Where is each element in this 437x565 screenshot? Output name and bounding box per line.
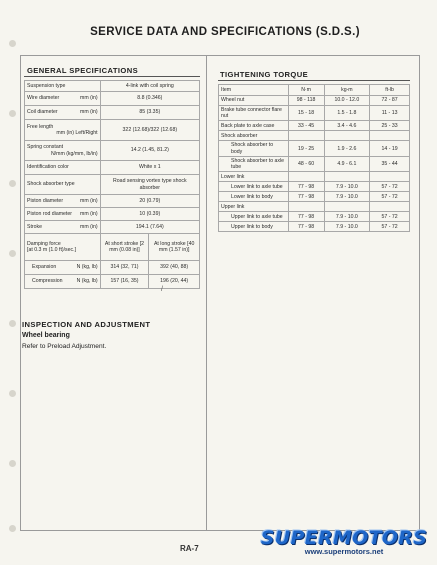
table-row xyxy=(25,141,200,161)
torque-row xyxy=(219,212,410,222)
general-specs-title: GENERAL SPECIFICATIONS xyxy=(27,66,139,75)
wheel-bearing-subtitle: Wheel bearing xyxy=(22,332,70,339)
torque-kgm: 3.4 - 4.6 xyxy=(324,121,370,131)
expansion-label: Expansion xyxy=(32,264,57,271)
coil-diameter-label: Coil diameter xyxy=(27,109,58,116)
binding-hole xyxy=(9,110,16,117)
table-row xyxy=(25,261,200,275)
torque-kgm xyxy=(324,172,370,182)
piston-diameter-label: Piston diameter xyxy=(27,197,64,204)
torque-item: Lower link to axle tube xyxy=(219,182,289,192)
table-row xyxy=(25,275,200,289)
torque-nm xyxy=(288,131,324,141)
torque-table xyxy=(218,84,410,232)
binding-holes xyxy=(6,0,20,565)
table-row xyxy=(25,106,200,120)
torque-nm: 19 - 25 xyxy=(288,141,324,156)
stroke-value: 194.1 (7.64) xyxy=(100,221,199,234)
torque-row xyxy=(219,172,410,182)
torque-item: Shock absorber xyxy=(219,131,289,141)
coil-diameter-unit: mm (in) xyxy=(80,109,98,116)
torque-header-item: Item xyxy=(219,85,289,96)
torque-item: Back plate to axle case xyxy=(219,121,289,131)
torque-kgm: 7.9 - 10.0 xyxy=(324,212,370,222)
torque-nm: 48 - 60 xyxy=(288,156,324,171)
general-specs-table xyxy=(24,80,200,289)
watermark-url: www.supermotors.net xyxy=(304,547,384,556)
torque-header-nm: N·m xyxy=(288,85,324,96)
torque-row xyxy=(219,96,410,106)
binding-hole xyxy=(9,250,16,257)
torque-kgm xyxy=(324,131,370,141)
torque-row xyxy=(219,131,410,141)
torque-nm xyxy=(288,202,324,212)
compression-unit: N (kg, lb) xyxy=(76,278,98,285)
torque-header-ftlb: ft-lb xyxy=(370,85,410,96)
torque-row xyxy=(219,156,410,171)
torque-row xyxy=(219,141,410,156)
torque-ftlb: 57 - 72 xyxy=(370,212,410,222)
column-divider xyxy=(206,56,207,530)
compression-long-value: 196 (20, 44) xyxy=(149,275,200,289)
spring-constant-unit: N/mm (kg/mm, lb/in) xyxy=(50,150,98,157)
free-length-value: 322 (12.68)/322 (12.68) xyxy=(100,120,199,141)
torque-ftlb xyxy=(370,131,410,141)
piston-rod-diameter-label: Piston rod diameter xyxy=(27,210,72,217)
torque-ftlb: 11 - 13 xyxy=(370,106,410,121)
torque-kgm xyxy=(324,202,370,212)
free-length-unit: mm (in) Left/Right xyxy=(56,130,98,136)
compression-label: Compression xyxy=(32,278,63,285)
watermark-brand: SUPERMOTORS xyxy=(260,527,428,549)
torque-item: Wheel nut xyxy=(219,96,289,106)
torque-ftlb: 35 - 44 xyxy=(370,156,410,171)
compression-short-value: 157 (16, 35) xyxy=(100,275,149,289)
inspection-text: Refer to Preload Adjustment. xyxy=(22,343,107,350)
torque-row xyxy=(219,182,410,192)
binding-hole xyxy=(9,320,16,327)
torque-nm xyxy=(288,172,324,182)
torque-row xyxy=(219,222,410,232)
torque-nm: 77 - 98 xyxy=(288,182,324,192)
torque-ftlb xyxy=(370,172,410,182)
torque-rule xyxy=(218,80,410,81)
general-specs-rule xyxy=(24,76,200,77)
torque-item: Upper link xyxy=(219,202,289,212)
table-row xyxy=(25,120,200,141)
torque-kgm: 7.9 - 10.0 xyxy=(324,182,370,192)
torque-item: Lower link xyxy=(219,172,289,182)
torque-header-kgm: kg-m xyxy=(324,85,370,96)
torque-item: Upper link to body xyxy=(219,222,289,232)
torque-item: Shock absorber to axle tube xyxy=(219,156,289,171)
spring-constant-label: Spring constant xyxy=(27,144,64,151)
torque-kgm: 10.0 - 12.0 xyxy=(324,96,370,106)
piston-diameter-value: 20 (0.79) xyxy=(100,195,199,208)
binding-hole xyxy=(9,460,16,467)
page-number: RA-7 xyxy=(180,544,199,553)
binding-hole xyxy=(9,525,16,532)
torque-header-row xyxy=(219,85,410,96)
torque-row xyxy=(219,192,410,202)
wire-diameter-value: 8.8 (0.346) xyxy=(100,92,199,106)
damping-force-condition: [at 0.3 m (1.0 ft)/sec.] xyxy=(27,247,77,253)
torque-item: Shock absorber to body xyxy=(219,141,289,156)
wire-diameter-unit: mm (in) xyxy=(80,95,98,102)
short-stroke-header: At short stroke [2 mm (0.08 in)] xyxy=(100,234,149,261)
torque-nm: 77 - 98 xyxy=(288,212,324,222)
piston-rod-diameter-value: 10 (0.39) xyxy=(100,208,199,221)
stroke-unit: mm (in) xyxy=(80,223,98,230)
piston-rod-diameter-unit: mm (in) xyxy=(80,210,98,217)
torque-nm: 77 - 98 xyxy=(288,192,324,202)
torque-row xyxy=(219,202,410,212)
torque-kgm: 7.9 - 10.0 xyxy=(324,192,370,202)
identification-color-value: White x 1 xyxy=(100,161,199,175)
spring-constant-value: 14.2 (1.45, 81.2) xyxy=(100,141,199,161)
torque-ftlb: 57 - 72 xyxy=(370,192,410,202)
torque-kgm: 1.5 - 1.8 xyxy=(324,106,370,121)
free-length-label: Free length xyxy=(27,123,54,130)
wire-diameter-label: Wire diameter xyxy=(27,95,60,102)
torque-item: Lower link to body xyxy=(219,192,289,202)
torque-title: TIGHTENING TORQUE xyxy=(220,70,309,79)
binding-hole xyxy=(9,180,16,187)
table-row xyxy=(25,92,200,106)
torque-ftlb: 57 - 72 xyxy=(370,222,410,232)
table-row xyxy=(25,234,200,261)
binding-hole xyxy=(9,390,16,397)
torque-kgm: 1.9 - 2.6 xyxy=(324,141,370,156)
torque-ftlb: 25 - 33 xyxy=(370,121,410,131)
identification-color-label: Identification color xyxy=(25,161,101,175)
torque-ftlb: 72 - 87 xyxy=(370,96,410,106)
damping-force-label: Damping force xyxy=(27,240,61,247)
table-row xyxy=(25,195,200,208)
shock-absorber-type-value: Road sensing vortex type shock absorber xyxy=(100,175,199,195)
torque-nm: 33 - 45 xyxy=(288,121,324,131)
torque-nm: 98 - 118 xyxy=(288,96,324,106)
watermark-logo xyxy=(256,527,432,557)
torque-kgm: 4.9 - 6.1 xyxy=(324,156,370,171)
torque-nm: 77 - 98 xyxy=(288,222,324,232)
torque-rows xyxy=(219,96,410,232)
pen-mark: / xyxy=(161,286,163,293)
torque-item: Brake tube connector flare nut xyxy=(219,106,289,121)
table-row xyxy=(25,81,200,92)
binding-hole xyxy=(9,40,16,47)
torque-ftlb: 57 - 72 xyxy=(370,182,410,192)
torque-nm: 15 - 18 xyxy=(288,106,324,121)
suspension-type-label: Suspension type xyxy=(25,81,101,92)
torque-kgm: 7.9 - 10.0 xyxy=(324,222,370,232)
coil-diameter-value: 85 (3.35) xyxy=(100,106,199,120)
table-row xyxy=(25,161,200,175)
torque-row xyxy=(219,121,410,131)
torque-ftlb xyxy=(370,202,410,212)
torque-ftlb: 14 - 19 xyxy=(370,141,410,156)
piston-diameter-unit: mm (in) xyxy=(80,197,98,204)
suspension-type-value: 4-link with coil spring xyxy=(100,81,199,92)
table-row xyxy=(25,175,200,195)
stroke-label: Stroke xyxy=(27,223,42,230)
shock-absorber-type-label: Shock absorber type xyxy=(25,175,101,195)
page-title: SERVICE DATA AND SPECIFICATIONS (S.D.S.) xyxy=(90,26,360,38)
expansion-short-value: 314 (32, 71) xyxy=(100,261,149,275)
inspection-title: INSPECTION AND ADJUSTMENT xyxy=(22,320,151,329)
long-stroke-header: At long stroke [40 mm (1.57 in)] xyxy=(149,234,200,261)
table-row xyxy=(25,208,200,221)
torque-row xyxy=(219,106,410,121)
table-row xyxy=(25,221,200,234)
torque-item: Upper link to axle tube xyxy=(219,212,289,222)
expansion-unit: N (kg, lb) xyxy=(76,264,98,271)
expansion-long-value: 392 (40, 88) xyxy=(149,261,200,275)
